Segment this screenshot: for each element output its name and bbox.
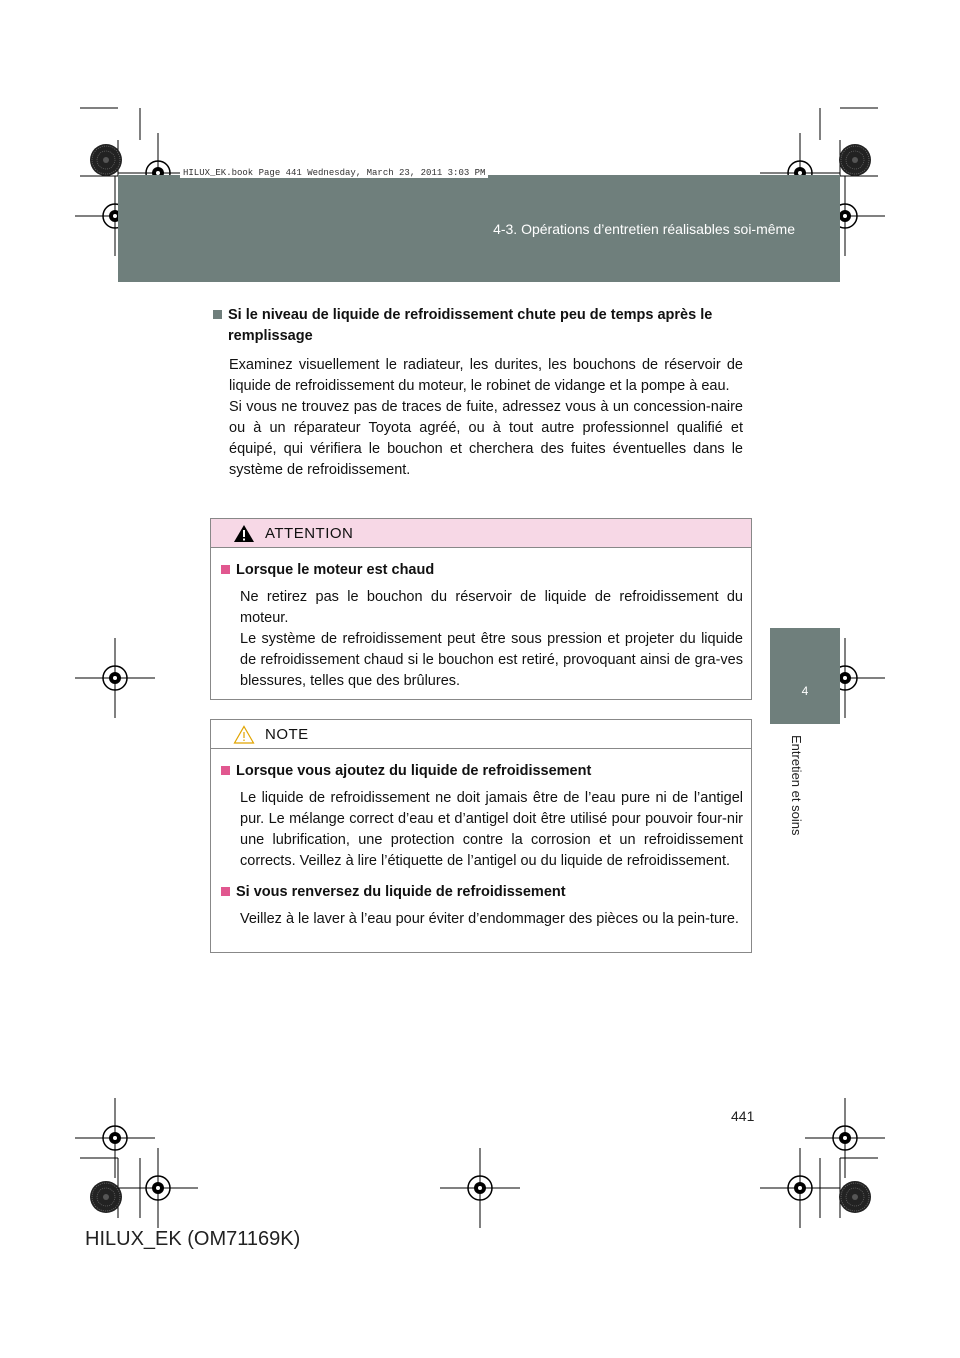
main-body: Examinez visuellement le radiateur, les durites, les bouchons de réservoir de liquide de refroidissement du moteur, le robinet de vidange et la pompe à eau. Si vous ne trouvez pas de traces de fuite, adressez vous à un concession-naire ou à un réparateur Toyota agréé, ou à tout autre professionnel qualifié et équipé, qui vérifiera le bouchon et cherchera des fuites éventuelles dans le système de refroidissement. [229, 357, 743, 478]
document-code: HILUX_EK (OM71169K) [85, 1228, 301, 1250]
section-title: 4-3. Opérations d’entretien réalisables soi-même [493, 221, 795, 237]
bullet-square-icon [221, 887, 230, 896]
note-item-heading [221, 761, 743, 782]
attention-label: ATTENTION [265, 524, 354, 542]
attention-item-heading-text: Lorsque le moteur est chaud [236, 562, 435, 578]
caution-triangle-icon [233, 725, 255, 744]
page-number: 441 [731, 1108, 755, 1124]
note-header [211, 720, 751, 749]
chapter-number: 4 [801, 684, 809, 698]
bullet-square-icon [221, 766, 230, 775]
attention-header [211, 519, 751, 548]
bullet-square-icon [221, 565, 230, 574]
note-box [210, 719, 752, 953]
main-heading-text: Si le niveau de liquide de refroidissement chute peu de temps après le remplissage [228, 307, 713, 344]
note-item [221, 761, 743, 872]
note-body [211, 749, 751, 944]
note-item-heading-text: Lorsque vous ajoutez du liquide de refroidissement [236, 763, 592, 779]
main-heading [213, 305, 743, 347]
warning-triangle-icon [233, 524, 255, 543]
note-item-heading [221, 882, 743, 903]
chapter-label-text: Entretien et soins [789, 735, 804, 836]
note-label: NOTE [265, 725, 309, 743]
note-item-body: Veillez à le laver à l’eau pour éviter d’endommager des pièces ou la pein-ture. [240, 911, 739, 927]
main-section [213, 305, 743, 481]
attention-item [221, 560, 743, 692]
attention-item-heading [221, 560, 743, 581]
bullet-square-icon [213, 310, 222, 319]
note-item-heading-text: Si vous renversez du liquide de refroidissement [236, 884, 566, 900]
note-item-body: Le liquide de refroidissement ne doit jamais être de l’eau pure ni de l’antigel pur. Le mélange correct d’eau et d’antigel doit être utilisé pour pouvoir four-nir une lubrification, une protection contre la corrosion et un refroidissement corrects. Veillez à lire l’étiquette de l’antigel ou du liquide de refroidissement. [240, 790, 743, 869]
attention-body [211, 548, 751, 706]
file-stamp: HILUX_EK.book Page 441 Wednesday, March 23, 2011 3:03 PM [180, 168, 488, 178]
chapter-label [788, 735, 806, 850]
chapter-tab [770, 628, 840, 724]
attention-box [210, 518, 752, 700]
note-item [221, 882, 743, 930]
attention-item-body: Ne retirez pas le bouchon du réservoir de liquide de refroidissement du moteur. Le système de refroidissement peut être sous pression et projeter du liquide de refroidissement chaud si le bouchon est retiré, provoquant ainsi de gra-ves blessures, telles que des brûlures. [240, 589, 743, 689]
